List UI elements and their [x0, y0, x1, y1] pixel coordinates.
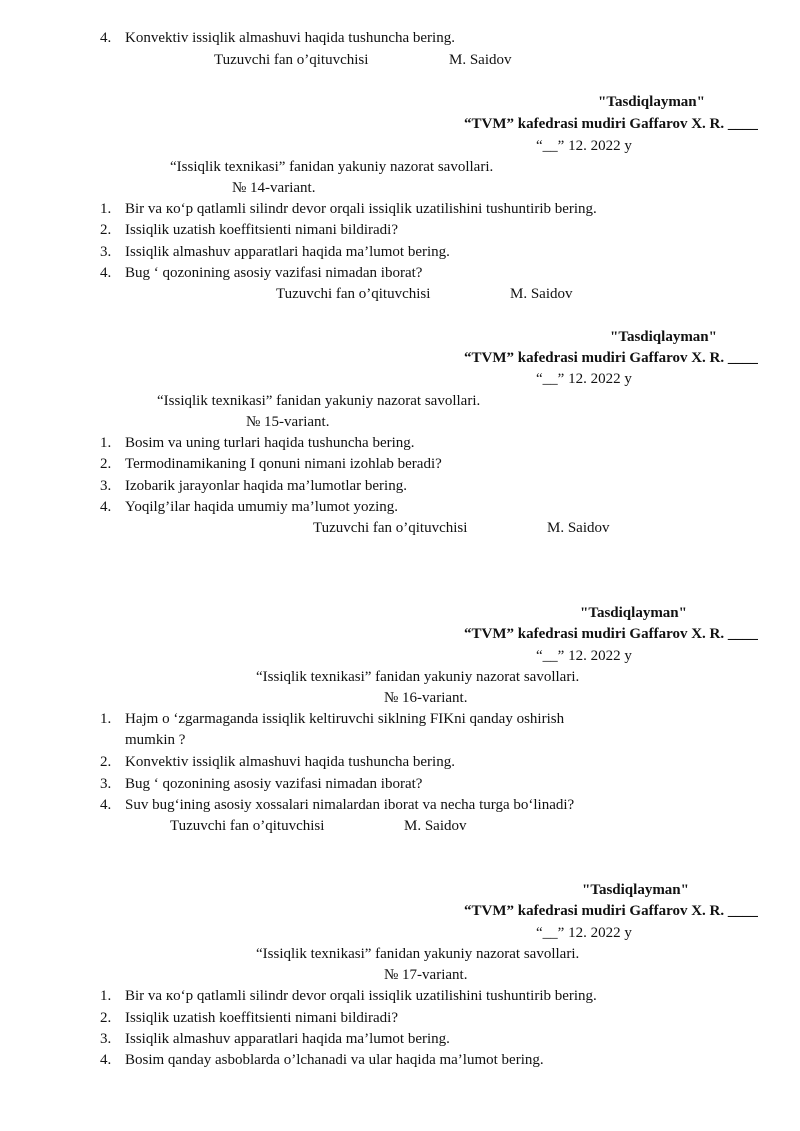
question-number: 1.	[100, 435, 112, 451]
question-text: Termodinamikaning I qonuni nimani izohlab beradi?	[125, 456, 442, 472]
question-item	[100, 1050, 544, 1071]
question-item	[100, 199, 597, 220]
author-name: M. Saidov	[510, 286, 573, 302]
question-text: Izobarik jarayonlar haqida ma’lumotlar bering.	[125, 478, 407, 494]
author-name: M. Saidov	[404, 818, 467, 834]
question-text: Bir va кo‘p qatlamli silindr devor orqali issiqlik uzatilishini tushuntirib bering.	[125, 201, 597, 217]
question-number: 3.	[100, 478, 112, 494]
approval-date: “__” 12. 2022 y	[536, 925, 632, 941]
question-item	[100, 242, 450, 263]
exam-title: “Issiqlik texnikasi” fanidan yakuniy nazorat savollari.	[170, 159, 494, 175]
author-role: Tuzuvchi fan o’qituvchisi	[313, 520, 468, 536]
department-head-line: “TVM” kafedrasi mudiri Gaffarov X. R. ____	[464, 903, 758, 919]
variant-number: № 15-variant.	[246, 414, 330, 430]
variant-number: № 16-variant.	[384, 690, 468, 706]
author-role: Tuzuvchi fan o’qituvchisi	[170, 818, 325, 834]
question-text: Konvektiv issiqlik almashuvi haqida tushuncha bering.	[125, 754, 455, 770]
author-role: Tuzuvchi fan o’qituvchisi	[276, 286, 431, 302]
question-text: Bug ‘ qozonining asosiy vazifasi nimadan iborat?	[125, 265, 423, 281]
question-number: 2.	[100, 1010, 112, 1026]
variant-number: № 14-variant.	[232, 180, 316, 196]
question-item	[100, 1008, 398, 1029]
question-item	[100, 752, 455, 773]
question-item	[100, 497, 398, 518]
exam-title: “Issiqlik texnikasi” fanidan yakuniy nazorat savollari.	[157, 393, 481, 409]
question-text: Bug ‘ qozonining asosiy vazifasi nimadan iborat?	[125, 776, 423, 792]
question-item	[100, 986, 597, 1007]
author-name: M. Saidov	[547, 520, 610, 536]
question-item	[100, 795, 574, 816]
variant-number: № 17-variant.	[384, 967, 468, 983]
department-head-line: “TVM” kafedrasi mudiri Gaffarov X. R. ____	[464, 626, 758, 642]
question-number: 3.	[100, 1031, 112, 1047]
question-number: 4.	[100, 265, 112, 281]
approval-label: "Tasdiqlayman"	[598, 94, 705, 110]
question-number: 4.	[100, 30, 112, 46]
department-head-line: “TVM” kafedrasi mudiri Gaffarov X. R. ____	[464, 350, 758, 366]
question-text: Hajm o ‘zgarmaganda issiqlik keltiruvchi siklning FIKni qanday oshirish mumkin ?	[125, 711, 565, 748]
question-item	[100, 709, 615, 751]
question-item	[100, 433, 415, 454]
question-item	[100, 476, 407, 497]
question-number: 4.	[100, 499, 112, 515]
question-text: Issiqlik uzatish koeffitsienti nimani bildiradi?	[125, 1010, 399, 1026]
question-number: 1.	[100, 201, 112, 217]
question-item	[100, 28, 455, 49]
department-head-line: “TVM” kafedrasi mudiri Gaffarov X. R. ____	[464, 116, 758, 132]
question-text: Bosim va uning turlari haqida tushuncha bering.	[125, 435, 415, 451]
question-item	[100, 454, 442, 475]
author-name: M. Saidov	[449, 52, 512, 68]
question-number: 4.	[100, 797, 112, 813]
approval-label: "Tasdiqlayman"	[610, 329, 717, 345]
question-item	[100, 263, 422, 284]
question-number: 3.	[100, 244, 112, 260]
question-number: 2.	[100, 222, 112, 238]
exam-title: “Issiqlik texnikasi” fanidan yakuniy nazorat savollari.	[256, 946, 580, 962]
question-item	[100, 1029, 450, 1050]
approval-date: “__” 12. 2022 y	[536, 138, 632, 154]
exam-title: “Issiqlik texnikasi” fanidan yakuniy nazorat savollari.	[256, 669, 580, 685]
question-number: 1.	[100, 711, 112, 727]
question-number: 3.	[100, 776, 112, 792]
question-text: Issiqlik almashuv apparatlari haqida ma’lumot bering.	[125, 244, 450, 260]
question-text: Suv bug‘ining asosiy xossalari nimalardan iborat va necha turga bo‘linadi?	[125, 797, 575, 813]
question-item	[100, 774, 422, 795]
question-text: Issiqlik uzatish koeffitsienti nimani bildiradi?	[125, 222, 399, 238]
question-text: Bir va кo‘p qatlamli silindr devor orqali issiqlik uzatilishini tushuntirib bering.	[125, 988, 597, 1004]
approval-date: “__” 12. 2022 y	[536, 371, 632, 387]
question-text: Konvektiv issiqlik almashuvi haqida tushuncha bering.	[125, 30, 455, 46]
question-number: 2.	[100, 456, 112, 472]
author-role: Tuzuvchi fan o’qituvchisi	[214, 52, 369, 68]
question-number: 4.	[100, 1052, 112, 1068]
question-text: Issiqlik almashuv apparatlari haqida ma’lumot bering.	[125, 1031, 450, 1047]
question-number: 2.	[100, 754, 112, 770]
approval-date: “__” 12. 2022 y	[536, 648, 632, 664]
approval-label: "Tasdiqlayman"	[582, 882, 689, 898]
question-item	[100, 220, 398, 241]
question-text: Bosim qanday asboblarda o’lchanadi va ular haqida ma’lumot bering.	[125, 1052, 544, 1068]
approval-label: "Tasdiqlayman"	[580, 605, 687, 621]
question-text: Yoqilg’ilar haqida umumiy ma’lumot yozing.	[125, 499, 399, 515]
question-number: 1.	[100, 988, 112, 1004]
